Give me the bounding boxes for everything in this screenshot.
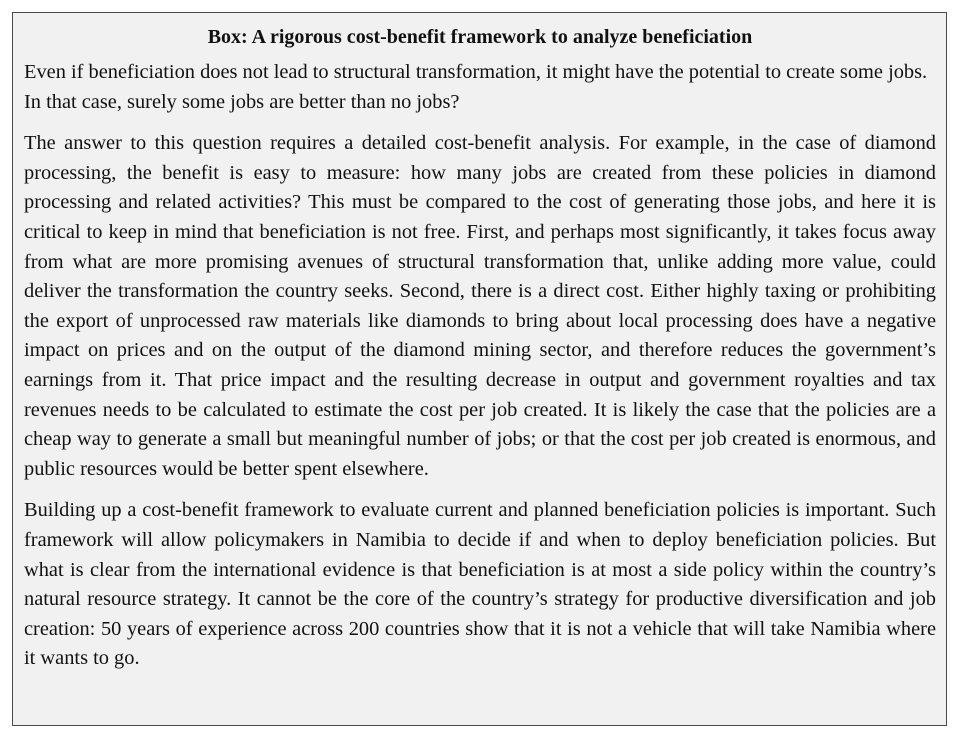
paragraph-framework-conclusion: Building up a cost-benefit framework to evaluate current and planned beneficiation policies is important. Such framework will allow policymakers in Namibia to decide if and when to deploy beneficiation policies. But what is clear from the international evidence is that beneficiation is at most a side policy within the country’s natural resource strategy. It cannot be the core of the country’s strategy for productive diversification and job creation: 50 years of experience across 200 countries show that it is not a vehicle that will take Namibia where it wants to go.: [24, 499, 936, 670]
paragraph-cost-benefit-analysis: The answer to this question requires a detailed cost-benefit analysis. For example, in the case of diamond processing, the benefit is easy to measure: how many jobs are created from these policies in diamond processing and related activities? This must be compared to the cost of generating those jobs, and here it is critical to keep in mind that beneficiation is not free. First, and perhaps most significantly, it takes focus away from what are more promising avenues of structural transformation that, unlike adding more value, could deliver the transformation the country seeks. Second, there is a direct cost. Either highly taxing or prohibiting the export of unprocessed raw materials like diamonds to bring about local processing does have a negative impact on prices and on the output of the diamond mining sector, and therefore reduces the government’s earnings from it. That price impact and the resulting decrease in output and government royalties and tax revenues needs to be calculated to estimate the cost per job created. It is likely the case that the policies are a cheap way to generate a small but meaningful number of jobs; or that the cost per job created is enormous, and public resources would be better spent elsewhere.: [24, 132, 936, 480]
box-title: Box: A rigorous cost-benefit framework to analyze beneficiation: [207, 26, 753, 48]
paragraph-intro: Even if beneficiation does not lead to structural transformation, it might have the potential to create some jobs. In that case, surely some jobs are better than no jobs?: [24, 61, 928, 113]
text-box: [12, 12, 947, 726]
